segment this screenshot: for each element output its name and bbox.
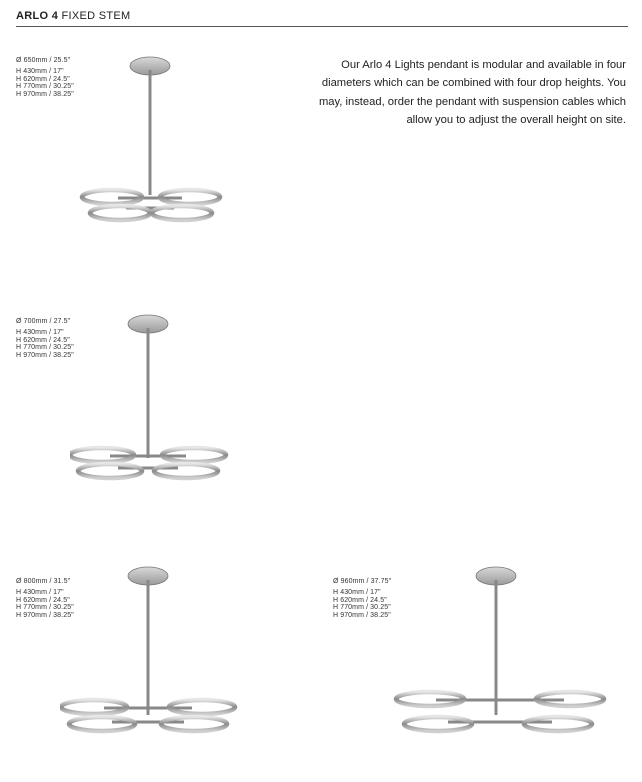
height-option: H 620mm / 24.5": [333, 596, 387, 604]
height-option: H 970mm / 38.25": [16, 91, 74, 99]
height-option: H 620mm / 24.5": [16, 75, 70, 83]
height-option: H 620mm / 24.5": [16, 336, 70, 344]
height-option: H 770mm / 30.25": [16, 83, 74, 91]
product-description: Our Arlo 4 Lights pendant is modular and available in four diameters which can be combined with four drop heights. You may, instead, order the pendant with suspension cables which allow you to adjust the overall height on site.: [318, 59, 626, 126]
variant-specs-960: [333, 578, 391, 620]
pendant-illustration-800: [60, 562, 240, 762]
height-option: H 970mm / 38.25": [16, 352, 74, 360]
variant-specs-650: [16, 57, 74, 99]
header-divider: [16, 26, 628, 27]
title-rest: FIXED STEM: [58, 10, 131, 22]
diameter-label: Ø 960mm / 37.75": [333, 578, 392, 585]
pendant-illustration-960: [392, 562, 612, 762]
height-option: H 430mm / 17": [16, 67, 64, 75]
title-bold: ARLO 4: [16, 10, 59, 22]
pendant-illustration-700: [70, 308, 230, 498]
height-option: H 430mm / 17": [16, 588, 64, 596]
diameter-label: Ø 800mm / 31.5": [16, 578, 71, 585]
height-option: H 970mm / 38.25": [333, 612, 391, 620]
height-option: H 430mm / 17": [333, 588, 381, 596]
height-option: H 770mm / 30.25": [333, 604, 391, 612]
height-option: H 620mm / 24.5": [16, 596, 70, 604]
diameter-label: Ø 700mm / 27.5": [16, 318, 71, 325]
height-option: H 770mm / 30.25": [16, 604, 74, 612]
height-option: H 430mm / 17": [16, 328, 64, 336]
variant-specs-700: [16, 318, 74, 360]
height-option: H 770mm / 30.25": [16, 344, 74, 352]
diameter-label: Ø 650mm / 25.5": [16, 57, 71, 64]
page-header: [16, 10, 628, 22]
height-option: H 970mm / 38.25": [16, 612, 74, 620]
pendant-illustration-650: [78, 48, 228, 238]
